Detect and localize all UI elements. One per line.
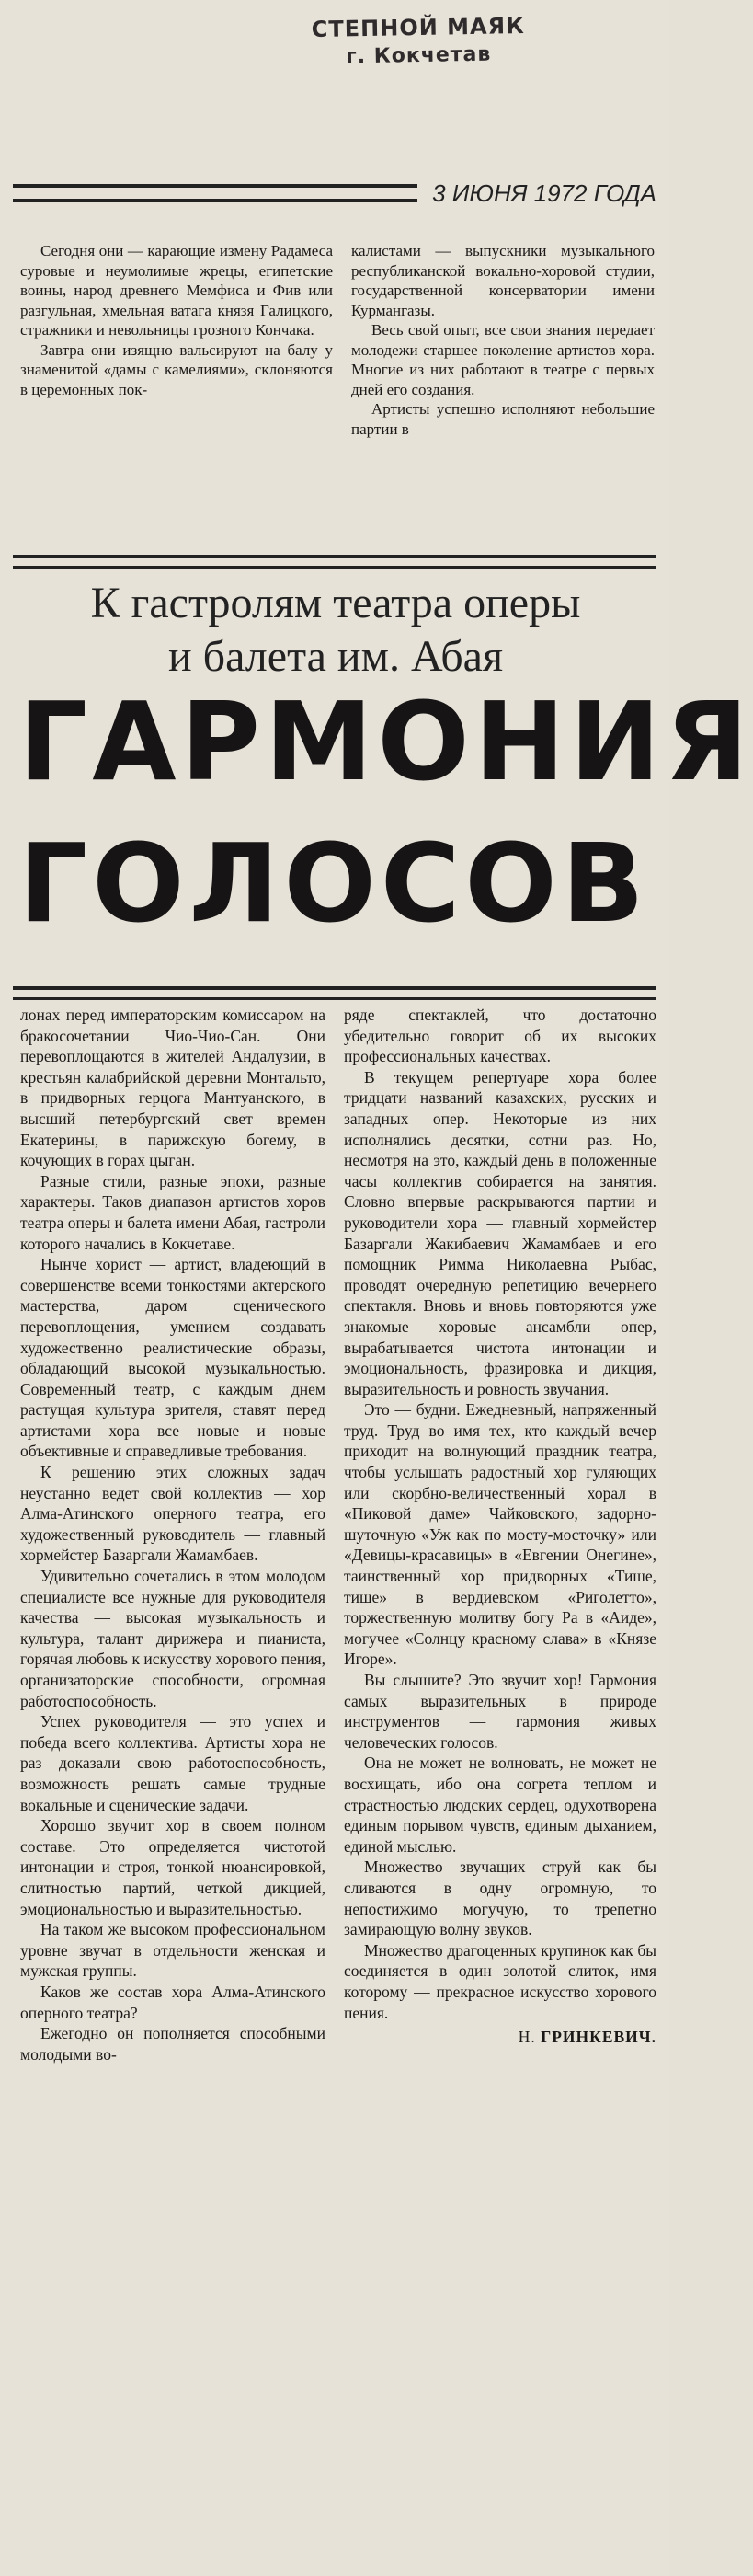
paragraph: калистами — выпускники музыкального республиканской вокально-хоровой студии, государственной консерватории имени Курмангазы. xyxy=(351,242,655,319)
paragraph: Разные стили, разные эпохи, разные характеры. Таков диапазон артистов хоров театра оперы и балета имени Абая, гастроли которого начались в Кокчетаве. xyxy=(20,1171,326,1253)
intro-column-left xyxy=(20,241,333,549)
issue-date: 3 ИЮНЯ 1972 ГОДА xyxy=(432,178,656,207)
kicker-line-1: К гастролям театра оперы xyxy=(90,579,581,627)
kicker-line-2: и балета им. Абая xyxy=(167,632,504,681)
paragraph: На таком же высоком профессиональном уровне звучат в отдельности женская и мужская группы. xyxy=(20,1920,325,1981)
paragraph: Множество звучащих струй как бы сливаются в одну огромную, то непостижимо могучую, то трепетно замирающую волну звуков. xyxy=(344,1857,656,1939)
paragraph: К решению этих сложных задач неустанно ведет свой коллектив — хор Алма-Атинского оперного театра, его художественный руководитель — главный хормейстер Базаргали Жамамбаев. xyxy=(20,1463,325,1565)
paragraph: лонах перед императорским комиссаром на бракосочетании Чио-Чио-Сан. Они перевоплощаются в жителей Андалузии, в крестьян калабрийской деревни Монтальто, в придворных герцога Мантуанского, в высший петербургский свет времен Екатерины, в парижскую богему, в кочующих в горах цыган. xyxy=(20,1006,325,1170)
stamp-newspaper-name: СТЕПНОЙ МАЯК xyxy=(311,12,525,43)
paragraph: Множество драгоценных крупинок как бы соединяется в один золотой слиток, имя которому — прекрасное искусство хорового пения. xyxy=(344,1940,656,2022)
banner-rule-top xyxy=(13,555,656,569)
stamp-city: г. Кокчетав xyxy=(346,42,492,69)
paragraph: Вы слышите? Это звучит хор! Гармония самых выразительных в природе инструментов — гармония живых человеческих голосов. xyxy=(344,1671,656,1752)
paragraph: Она не может не волновать, не может не восхищать, ибо она согрета теплом и страстностью людских сердец, одухотворена единым порывом чувств, единым дыханием, единой мыслью. xyxy=(344,1754,656,1856)
paragraph: Успех руководителя — это успех и победа всего коллектива. Артисты хора не раз доказали свою работоспособность, возможность решать самые трудные вокальные и сценические задачи. xyxy=(20,1712,325,1814)
dateline-rule xyxy=(13,184,417,202)
paragraph: Сегодня они — карающие измену Радамеса суровые и неумолимые жрецы, египетские воины, народ древнего Мемфиса и Фив или разгульная, хмельная ватага князя Галицкого, стражники и невольницы грозного Кончака. xyxy=(20,242,333,339)
paragraph: Ежегодно он пополняется способными молодыми во- xyxy=(20,2024,325,2064)
paragraph: Завтра они изящно вальсируют на балу у знаменитой «дамы с камелиями», склоняются в церемонных пок- xyxy=(20,340,333,398)
paragraph: Удивительно сочетались в этом молодом специалисте все нужные для руководителя качества — высокая музыкальность и культура, талант дирижера и пианиста, горячая любовь к искусству хорового пения, организаторские способности, огромная работоспособность. xyxy=(20,1567,325,1710)
paragraph: ряде спектаклей, что достаточно убедительно говорит об их высоких профессиональных качествах. xyxy=(344,1006,656,1066)
author-initial: Н. xyxy=(518,2028,536,2047)
dateline xyxy=(13,175,656,212)
newspaper-stamp xyxy=(302,11,533,72)
intro-column-right xyxy=(351,241,655,549)
article-column-left xyxy=(20,1005,325,2569)
headline-line-2: ГОЛОСОВ xyxy=(18,820,649,947)
paragraph: Весь свой опыт, все свои знания передает молодежи старшее поколение артистов хора. Многие из них работают в театре с первых дней его создания. xyxy=(351,321,655,398)
author-signature xyxy=(344,2027,656,2048)
banner-rule-bottom xyxy=(13,986,656,1000)
paragraph: В текущем репертуаре хора более тридцати названий казахских, русских и западных опер. Некоторые из них исполнялись десятки, сотни раз. Но, несмотря на это, каждый день в положенные часы коллектив собирается на занятия. Словно впервые раскрываются партии и руководители хора — главный хормейстер Базаргали Жакибаевич Жамамбаев и его помощник Римма Николаевна Рыбас, проводят очередную репетицию вечернего спектакля. Вновь и вновь повторяются уже знакомые хоровые ансамбли опер, вырабатывается чистота интонации и эмоциональность, фразировка и дикция, выразительность и ровность звучания. xyxy=(344,1067,656,1398)
article-column-right xyxy=(344,1005,656,2569)
headline-line-1: ГАРМОНИЯ xyxy=(18,678,753,805)
paragraph: Каков же состав хора Алма-Атинского оперного театра? xyxy=(20,1982,325,2022)
paragraph: Артисты успешно исполняют небольшие партии в xyxy=(351,400,655,438)
paragraph: Это — будни. Ежедневный, напряженный труд. Труд во имя тех, кто каждый вечер приходит на волнующий праздник театра, чтобы услышать радостный хор гуляющих или скорбно-величественный хорал в «Пиковой даме» Чайковского, задорно-шуточную «Уж как по мосту-мосточку» или «Девицы-красавицы» в «Евгении Онегине», таинственный хор придворных «Тише, тише» в вердиевском «Риголетто», торжественную молитву богу Ра в «Аиде», могучее «Солнцу красному слава» в «Князе Игоре». xyxy=(344,1400,656,1669)
paragraph: Хорошо звучит хор в своем полном составе. Это определяется чистотой интонации и строя, тонкой нюансировкой, слитностью партий, четкой дикцией, эмоциональностью и выразительностью. xyxy=(20,1816,325,1918)
paragraph: Нынче хорист — артист, владеющий в совершенстве всеми тонкостями актерского мастерства, даром сценического перевоплощения, умением создавать художественно реалистические образы, обладающий высокой музыкальностью. Современный театр, с каждым днем растущая культура зрителя, ставят перед артистами хора все новые и новые объективные и справедливые требования. xyxy=(20,1255,325,1461)
author-surname: ГРИНКЕВИЧ. xyxy=(541,2028,656,2047)
